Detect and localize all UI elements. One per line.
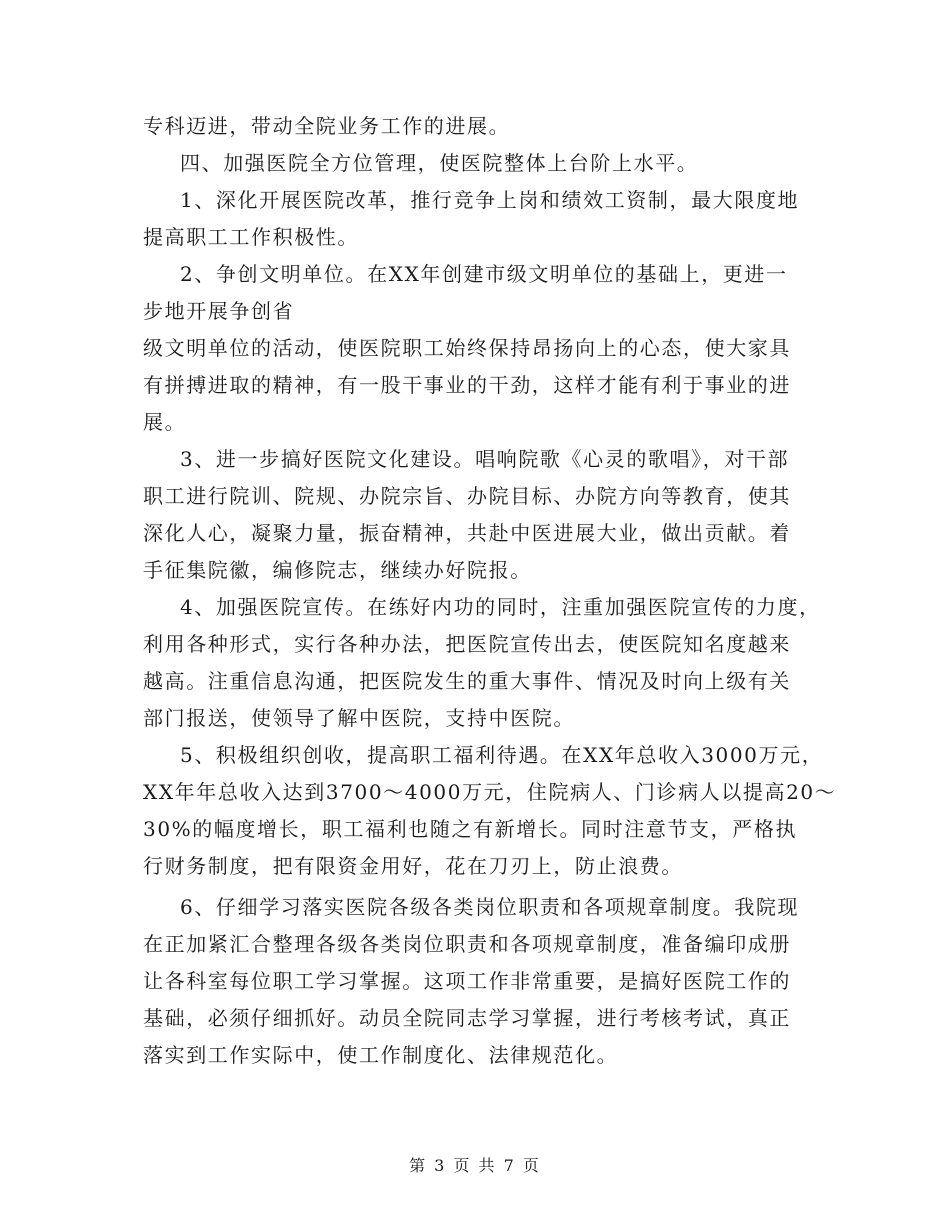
text-line-9: 展。: [143, 410, 187, 434]
text-line-8: 有拼搏进取的精神，有一股干事业的干劲，这样才能有利于事业的进: [143, 373, 791, 397]
text-line-4: 提高职工工作积极性。: [143, 225, 359, 249]
text-line-17: 部门报送，使领导了解中医院，支持中医院。: [143, 706, 575, 730]
text-line-21: 行财务制度，把有限资金用好，花在刀刃上，防止浪费。: [143, 854, 683, 878]
text-line-14: 4、加强医院宣传。在练好内功的同时，注重加强医院宣传的力度，: [180, 595, 821, 619]
text-line-23: 在正加紧汇合整理各级各类岗位职责和各项规章制度，准备编印成册: [143, 932, 791, 956]
section-heading: 四、加强医院全方位管理，使医院整体上台阶上水平。: [180, 151, 699, 175]
text-line-22: 6、仔细学习落实医院各级各类岗位职责和各项规章制度。我院现: [180, 895, 800, 919]
text-line-19: XX年年总收入达到3700～4000万元，住院病人、门诊病人以提高20～: [143, 780, 837, 804]
text-line-18: 5、积极组织创收，提高职工福利待遇。在XX年总收入3000万元，: [180, 743, 824, 767]
text-line-6: 步地开展争创省: [143, 299, 295, 323]
page-number-footer: 第 3 页 共 7 页: [409, 1156, 541, 1175]
text-line-25: 基础，必须仔细抓好。动员全院同志学习掌握，进行考核考试，真正: [143, 1006, 791, 1030]
text-line-12: 深化人心，凝聚力量，振奋精神，共赴中医进展大业，做出贡献。着: [143, 521, 791, 545]
text-line-20: 30%的幅度增长，职工福利也随之有新增长。同时注意节支，严格执: [143, 817, 798, 841]
text-line-11: 职工进行院训、院规、办院宗旨、办院目标、办院方向等教育，使其: [143, 484, 791, 508]
text-line-5: 2、争创文明单位。在XX年创建市级文明单位的基础上，更进一: [180, 262, 788, 286]
text-line-10: 3、进一步搞好医院文化建设。唱响院歌《心灵的歌唱》，对干部: [180, 447, 790, 471]
text-line-13: 手征集院徽，编修院志，继续办好院报。: [143, 558, 532, 582]
text-line-26: 落实到工作实际中，使工作制度化、法律规范化。: [143, 1043, 619, 1067]
text-line-3: 1、深化开展医院改革，推行竞争上岗和绩效工资制，最大限度地: [180, 188, 800, 212]
text-line-24: 让各科室每位职工学习掌握。这项工作非常重要，是搞好医院工作的: [143, 969, 791, 993]
text-line-16: 越高。注重信息沟通，把医院发生的重大事件、情况及时向上级有关: [143, 669, 791, 693]
text-line-15: 利用各种形式，实行各种办法，把医院宣传出去，使医院知名度越来: [143, 632, 791, 656]
text-line-1: 专科迈进，带动全院业务工作的进展。: [143, 114, 511, 138]
text-line-7: 级文明单位的活动，使医院职工始终保持昂扬向上的心态，使大家具: [143, 336, 791, 360]
